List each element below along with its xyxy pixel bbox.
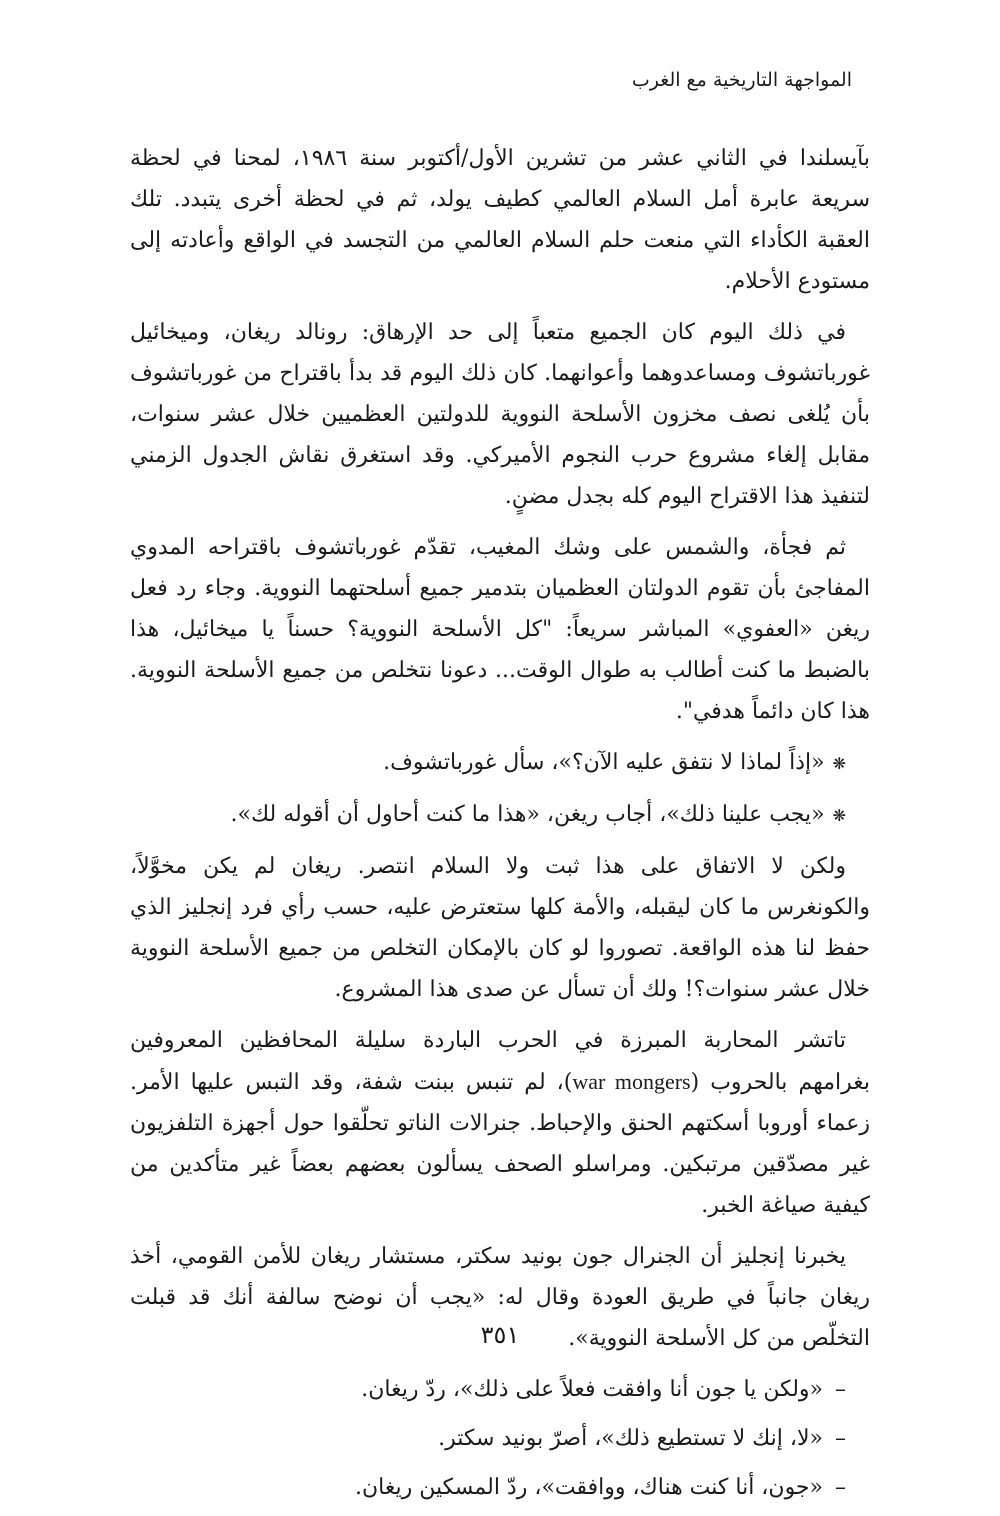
paragraph-5 [130, 1020, 870, 1226]
dialogue-line-2 [130, 1418, 870, 1459]
paragraph-1: بآيسلندا في الثاني عشر من تشرين الأول/أكتوبر سنة ١٩٨٦، لمحنا في لحظة سريعة عابرة أمل السلام العالمي كطيف يولد، ثم في لحظة أخرى يتبدد. تلك العقبة الكأداء التي منعت حلم السلام العالمي من التجسد في الواقع وأعادته إلى مستودع الأحلام. [130, 146, 870, 294]
dash-mark: – [835, 1377, 846, 1402]
body-text [130, 138, 870, 1516]
dialogue-line-1 [130, 1369, 870, 1410]
running-header: المواجهة التاريخية مع الغرب [631, 69, 852, 91]
bullet-item-1-text: «إذاً لماذا لا نتفق عليه الآن؟»، سأل غورباتشوف. [383, 750, 825, 775]
bullet-item-2-text: «يجب علينا ذلك»، أجاب ريغن، «هذا ما كنت أحاول أن أقوله لك». [230, 802, 825, 827]
bullet-item-2 [130, 794, 870, 836]
dash-mark: – [835, 1475, 846, 1500]
paragraph-4: ولكن لا الاتفاق على هذا ثبت ولا السلام انتصر. ريغان لم يكن مخوَّلاً، والكونغرس ما كان ليقبله، والأمة كلها ستعترض عليه، حسب رأي فرد إنجليز الذي حفظ لنا هذه الواقعة. تصوروا لو كان بالإمكان التخلص من جميع الأسلحة النووية خلال عشر سنوات؟! ولك أن تسأل عن صدى هذا المشروع. [130, 854, 870, 1002]
dash-mark: – [835, 1426, 846, 1451]
paragraph-5-part-1: تاتشر المحاربة المبرزة في الحرب الباردة سليلة المحافظين المعروفين بغرامهم بالحروب ( [130, 1028, 870, 1095]
paragraph-3: ثم فجأة، والشمس على وشك المغيب، تقدّم غورباتشوف باقتراحه المدوي المفاجئ بأن تقوم الدولتان العظميان بتدمير جميع أسلحتهما النووية. وجاء رد فعل ريغن «العفوي» المباشر سريعاً: "كل الأسلحة النووية؟ حسناً يا ميخائيل، هذا بالضبط ما كنت أطالب به طوال الوقت... دعونا نتخلص من جميع الأسلحة النووية. هذا كان دائماً هدفي". [130, 535, 870, 724]
paragraph-5-part-2: )، لم تنبس ببنت شفة، وقد التبس عليها الأمر. زعماء أوروبا أسكتهم الحنق والإحباط. جنرالات الناتو تحلّقوا حول أجهزة التلفزيون غير مصدّقين مرتبكين. ومراسلو الصحف يسألون بعضهم بعضاً غير متأكدين من كيفية صياغة الخبر. [130, 1070, 870, 1218]
paragraph-2: في ذلك اليوم كان الجميع متعباً إلى حد الإرهاق: رونالد ريغان، وميخائيل غورباتشوف ومساعدوهما وأعوانهما. كان ذلك اليوم قد بدأ باقتراح من غورباتشوف بأن يُلغى نصف مخزون الأسلحة النووية للدولتين العظميين خلال عشر سنوات، مقابل إلغاء مشروع حرب النجوم الأميركي. وقد استغرق نقاش الجدول الزمني لتنفيذ هذا الاقتراح اليوم كله بجدل مضنٍ. [130, 320, 870, 509]
asterism-icon: ❋ [832, 754, 846, 773]
paragraph-6: يخبرنا إنجليز أن الجنرال جون بونيد سكتر، مستشار ريغان للأمن القومي، أخذ ريغان جانباً في طريق العودة وقال له: «يجب أن نوضح سالفة أنك قد قبلت التخلّص من كل الأسلحة النووية». [130, 1244, 870, 1351]
dialogue-line-2-text: «لا، إنك لا تستطيع ذلك»، أصرّ بونيد سكتر. [438, 1426, 823, 1451]
dialogue-line-3 [130, 1467, 870, 1508]
asterism-icon: ❋ [832, 806, 846, 825]
dialogue-line-3-text: «جون، أنا كنت هناك، ووافقت»، ردّ المسكين ريغان. [355, 1475, 823, 1500]
bullet-item-1 [130, 742, 870, 784]
page-number: ٣٥١ [480, 1321, 520, 1349]
paragraph-5-latin-term: war mongers [572, 1069, 691, 1094]
dialogue-line-1-text: «ولكن يا جون أنا وافقت فعلاً على ذلك»، ردّ ريغان. [361, 1377, 823, 1402]
